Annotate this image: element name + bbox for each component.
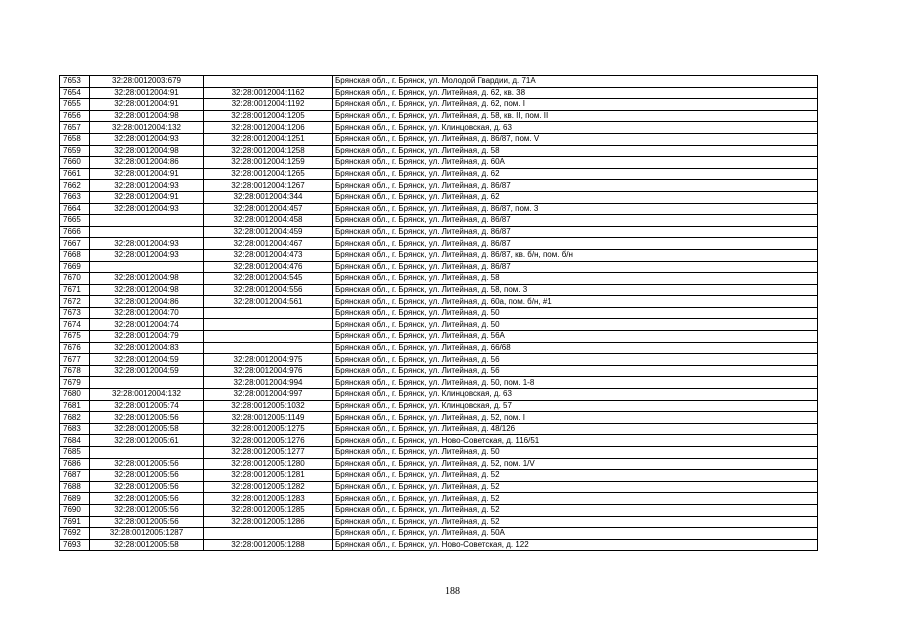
object-cadastral-cell: 32:28:0012005:1283 <box>204 493 333 505</box>
row-number-cell: 7657 <box>60 122 90 134</box>
row-number-cell: 7659 <box>60 145 90 157</box>
address-cell: Брянская обл., г. Брянск, ул. Литейная, д. 86/87, кв. б/н, пом. б/н <box>333 249 818 261</box>
object-cadastral-cell: 32:28:0012004:1258 <box>204 145 333 157</box>
object-cadastral-cell <box>204 307 333 319</box>
address-cell: Брянская обл., г. Брянск, ул. Литейная, д. 56А <box>333 331 818 343</box>
parcel-cadastral-cell: 32:28:0012004:91 <box>90 99 204 111</box>
table-row <box>60 458 818 470</box>
address-cell: Брянская обл., г. Брянск, ул. Литейная, д. 60а, пом. б/н, #1 <box>333 296 818 308</box>
row-number-cell: 7689 <box>60 493 90 505</box>
object-cadastral-cell <box>204 319 333 331</box>
parcel-cadastral-cell: 32:28:0012004:86 <box>90 296 204 308</box>
row-number-cell: 7684 <box>60 435 90 447</box>
row-number-cell: 7676 <box>60 342 90 354</box>
object-cadastral-cell: 32:28:0012004:1251 <box>204 133 333 145</box>
object-cadastral-cell: 32:28:0012004:457 <box>204 203 333 215</box>
table-row <box>60 307 818 319</box>
address-cell: Брянская обл., г. Брянск, ул. Молодой Гвардии, д. 71А <box>333 76 818 88</box>
address-cell: Брянская обл., г. Брянск, ул. Литейная, д. 50 <box>333 319 818 331</box>
row-number-cell: 7677 <box>60 354 90 366</box>
table-row <box>60 516 818 528</box>
row-number-cell: 7693 <box>60 539 90 551</box>
parcel-cadastral-cell: 32:28:0012004:91 <box>90 87 204 99</box>
parcel-cadastral-cell: 32:28:0012004:132 <box>90 122 204 134</box>
parcel-cadastral-cell: 32:28:0012005:56 <box>90 493 204 505</box>
object-cadastral-cell: 32:28:0012004:476 <box>204 261 333 273</box>
address-cell: Брянская обл., г. Брянск, ул. Литейная, д. 50, пом. 1-8 <box>333 377 818 389</box>
address-cell: Брянская обл., г. Брянск, ул. Литейная, д. 48/126 <box>333 423 818 435</box>
table-row <box>60 504 818 516</box>
object-cadastral-cell: 32:28:0012005:1286 <box>204 516 333 528</box>
table-row <box>60 133 818 145</box>
table-row <box>60 389 818 401</box>
parcel-cadastral-cell: 32:28:0012004:91 <box>90 168 204 180</box>
address-cell: Брянская обл., г. Брянск, ул. Литейная, д. 62 <box>333 191 818 203</box>
address-cell: Брянская обл., г. Брянск, ул. Литейная, д. 52 <box>333 493 818 505</box>
row-number-cell: 7662 <box>60 180 90 192</box>
row-number-cell: 7692 <box>60 528 90 540</box>
object-cadastral-cell: 32:28:0012005:1281 <box>204 470 333 482</box>
table-row <box>60 87 818 99</box>
address-cell: Брянская обл., г. Брянск, ул. Литейная, д. 86/87 <box>333 180 818 192</box>
parcel-cadastral-cell: 32:28:0012005:56 <box>90 504 204 516</box>
page-number: 188 <box>445 586 460 597</box>
table-row <box>60 180 818 192</box>
row-number-cell: 7682 <box>60 412 90 424</box>
parcel-cadastral-cell: 32:28:0012004:59 <box>90 365 204 377</box>
parcel-cadastral-cell: 32:28:0012005:58 <box>90 539 204 551</box>
row-number-cell: 7653 <box>60 76 90 88</box>
table-row <box>60 400 818 412</box>
parcel-cadastral-cell: 32:28:0012005:56 <box>90 470 204 482</box>
parcel-cadastral-cell: 32:28:0012004:59 <box>90 354 204 366</box>
object-cadastral-cell: 32:28:0012004:467 <box>204 238 333 250</box>
table-row <box>60 470 818 482</box>
parcel-cadastral-cell: 32:28:0012005:61 <box>90 435 204 447</box>
parcel-cadastral-cell: 32:28:0012004:93 <box>90 203 204 215</box>
parcel-cadastral-cell: 32:28:0012004:98 <box>90 145 204 157</box>
row-number-cell: 7678 <box>60 365 90 377</box>
row-number-cell: 7681 <box>60 400 90 412</box>
address-cell: Брянская обл., г. Брянск, ул. Литейная, д. 56 <box>333 365 818 377</box>
object-cadastral-cell: 32:28:0012004:975 <box>204 354 333 366</box>
address-cell: Брянская обл., г. Брянск, ул. Клинцовская, д. 63 <box>333 122 818 134</box>
row-number-cell: 7654 <box>60 87 90 99</box>
table-row <box>60 145 818 157</box>
parcel-cadastral-cell: 32:28:0012004:70 <box>90 307 204 319</box>
row-number-cell: 7674 <box>60 319 90 331</box>
table-row <box>60 528 818 540</box>
row-number-cell: 7667 <box>60 238 90 250</box>
address-cell: Брянская обл., г. Брянск, ул. Клинцовская, д. 63 <box>333 389 818 401</box>
address-cell: Брянская обл., г. Брянск, ул. Литейная, д. 58, пом. 3 <box>333 284 818 296</box>
parcel-cadastral-cell <box>90 215 204 227</box>
row-number-cell: 7664 <box>60 203 90 215</box>
table-row <box>60 203 818 215</box>
table-row <box>60 238 818 250</box>
row-number-cell: 7655 <box>60 99 90 111</box>
object-cadastral-cell: 32:28:0012004:556 <box>204 284 333 296</box>
parcel-cadastral-cell: 32:28:0012004:98 <box>90 284 204 296</box>
row-number-cell: 7656 <box>60 110 90 122</box>
address-cell: Брянская обл., г. Брянск, ул. Литейная, д. 86/87, пом. 3 <box>333 203 818 215</box>
table-row <box>60 215 818 227</box>
row-number-cell: 7680 <box>60 389 90 401</box>
row-number-cell: 7670 <box>60 273 90 285</box>
row-number-cell: 7688 <box>60 481 90 493</box>
parcel-cadastral-cell <box>90 226 204 238</box>
parcel-cadastral-cell: 32:28:0012004:74 <box>90 319 204 331</box>
parcel-cadastral-cell: 32:28:0012004:98 <box>90 110 204 122</box>
object-cadastral-cell: 32:28:0012004:344 <box>204 191 333 203</box>
parcel-cadastral-cell <box>90 447 204 459</box>
address-cell: Брянская обл., г. Брянск, ул. Литейная, д. 86/87, пом. V <box>333 133 818 145</box>
row-number-cell: 7666 <box>60 226 90 238</box>
address-cell: Брянская обл., г. Брянск, ул. Литейная, д. 52 <box>333 516 818 528</box>
object-cadastral-cell: 32:28:0012004:976 <box>204 365 333 377</box>
table-row <box>60 261 818 273</box>
address-cell: Брянская обл., г. Брянск, ул. Литейная, д. 50 <box>333 307 818 319</box>
object-cadastral-cell <box>204 342 333 354</box>
parcel-cadastral-cell: 32:28:0012003:679 <box>90 76 204 88</box>
parcel-cadastral-cell: 32:28:0012004:93 <box>90 238 204 250</box>
parcel-cadastral-cell: 32:28:0012004:93 <box>90 133 204 145</box>
row-number-cell: 7658 <box>60 133 90 145</box>
address-cell: Брянская обл., г. Брянск, ул. Литейная, д. 52 <box>333 481 818 493</box>
parcel-cadastral-cell: 32:28:0012005:1287 <box>90 528 204 540</box>
table-row <box>60 99 818 111</box>
table-row <box>60 296 818 308</box>
parcel-cadastral-cell: 32:28:0012004:93 <box>90 249 204 261</box>
parcel-cadastral-cell: 32:28:0012005:74 <box>90 400 204 412</box>
table-row <box>60 76 818 88</box>
address-cell: Брянская обл., г. Брянск, ул. Литейная, д. 62, пом. I <box>333 99 818 111</box>
address-cell: Брянская обл., г. Брянск, ул. Литейная, д. 58 <box>333 145 818 157</box>
table-row <box>60 157 818 169</box>
address-cell: Брянская обл., г. Брянск, ул. Литейная, д. 58, кв. II, пом. II <box>333 110 818 122</box>
parcel-cadastral-cell: 32:28:0012005:56 <box>90 458 204 470</box>
row-number-cell: 7668 <box>60 249 90 261</box>
table-row <box>60 354 818 366</box>
parcel-cadastral-cell: 32:28:0012005:56 <box>90 516 204 528</box>
row-number-cell: 7691 <box>60 516 90 528</box>
row-number-cell: 7671 <box>60 284 90 296</box>
row-number-cell: 7679 <box>60 377 90 389</box>
table-row <box>60 284 818 296</box>
parcel-cadastral-cell <box>90 261 204 273</box>
object-cadastral-cell: 32:28:0012004:1205 <box>204 110 333 122</box>
table-row <box>60 226 818 238</box>
address-cell: Брянская обл., г. Брянск, ул. Литейная, д. 50 <box>333 447 818 459</box>
table-row <box>60 273 818 285</box>
table-row <box>60 493 818 505</box>
address-cell: Брянская обл., г. Брянск, ул. Литейная, д. 52, пом. 1/V <box>333 458 818 470</box>
address-cell: Брянская обл., г. Брянск, ул. Ново-Советская, д. 122 <box>333 539 818 551</box>
object-cadastral-cell: 32:28:0012004:1206 <box>204 122 333 134</box>
object-cadastral-cell: 32:28:0012004:545 <box>204 273 333 285</box>
address-cell: Брянская обл., г. Брянск, ул. Литейная, д. 58 <box>333 273 818 285</box>
parcel-cadastral-cell: 32:28:0012004:93 <box>90 180 204 192</box>
table-row <box>60 110 818 122</box>
row-number-cell: 7686 <box>60 458 90 470</box>
table-row <box>60 423 818 435</box>
address-cell: Брянская обл., г. Брянск, ул. Литейная, д. 50А <box>333 528 818 540</box>
row-number-cell: 7672 <box>60 296 90 308</box>
table-row <box>60 331 818 343</box>
parcel-cadastral-cell: 32:28:0012004:91 <box>90 191 204 203</box>
parcel-cadastral-cell: 32:28:0012004:98 <box>90 273 204 285</box>
table-row <box>60 412 818 424</box>
object-cadastral-cell: 32:28:0012004:458 <box>204 215 333 227</box>
row-number-cell: 7687 <box>60 470 90 482</box>
parcel-cadastral-cell <box>90 377 204 389</box>
object-cadastral-cell <box>204 528 333 540</box>
row-number-cell: 7663 <box>60 191 90 203</box>
address-cell: Брянская обл., г. Брянск, ул. Литейная, д. 56 <box>333 354 818 366</box>
table-row <box>60 342 818 354</box>
table-row <box>60 377 818 389</box>
table-row <box>60 249 818 261</box>
row-number-cell: 7685 <box>60 447 90 459</box>
address-cell: Брянская обл., г. Брянск, ул. Литейная, д. 52 <box>333 470 818 482</box>
object-cadastral-cell: 32:28:0012005:1032 <box>204 400 333 412</box>
parcel-cadastral-cell: 32:28:0012004:132 <box>90 389 204 401</box>
address-cell: Брянская обл., г. Брянск, ул. Литейная, д. 62, кв. 38 <box>333 87 818 99</box>
address-cell: Брянская обл., г. Брянск, ул. Литейная, д. 52, пом. I <box>333 412 818 424</box>
object-cadastral-cell: 32:28:0012005:1149 <box>204 412 333 424</box>
table-row <box>60 191 818 203</box>
row-number-cell: 7669 <box>60 261 90 273</box>
parcel-cadastral-cell: 32:28:0012005:58 <box>90 423 204 435</box>
address-cell: Брянская обл., г. Брянск, ул. Литейная, д. 52 <box>333 504 818 516</box>
table-row <box>60 435 818 447</box>
row-number-cell: 7690 <box>60 504 90 516</box>
address-cell: Брянская обл., г. Брянск, ул. Литейная, д. 62 <box>333 168 818 180</box>
object-cadastral-cell: 32:28:0012004:473 <box>204 249 333 261</box>
table-row <box>60 481 818 493</box>
address-cell: Брянская обл., г. Брянск, ул. Литейная, д. 86/87 <box>333 238 818 250</box>
row-number-cell: 7675 <box>60 331 90 343</box>
parcel-cadastral-cell: 32:28:0012004:86 <box>90 157 204 169</box>
object-cadastral-cell: 32:28:0012004:561 <box>204 296 333 308</box>
table-row <box>60 539 818 551</box>
object-cadastral-cell: 32:28:0012004:459 <box>204 226 333 238</box>
object-cadastral-cell: 32:28:0012005:1276 <box>204 435 333 447</box>
table-body <box>60 76 818 551</box>
address-cell: Брянская обл., г. Брянск, ул. Литейная, д. 86/87 <box>333 226 818 238</box>
parcel-cadastral-cell: 32:28:0012005:56 <box>90 412 204 424</box>
table-row <box>60 365 818 377</box>
address-cell: Брянская обл., г. Брянск, ул. Литейная, д. 86/87 <box>333 261 818 273</box>
row-number-cell: 7661 <box>60 168 90 180</box>
object-cadastral-cell: 32:28:0012005:1280 <box>204 458 333 470</box>
table-row <box>60 122 818 134</box>
row-number-cell: 7683 <box>60 423 90 435</box>
address-cell: Брянская обл., г. Брянск, ул. Ново-Советская, д. 116/51 <box>333 435 818 447</box>
object-cadastral-cell <box>204 76 333 88</box>
address-cell: Брянская обл., г. Брянск, ул. Литейная, д. 60А <box>333 157 818 169</box>
parcel-cadastral-cell: 32:28:0012005:56 <box>90 481 204 493</box>
row-number-cell: 7673 <box>60 307 90 319</box>
parcel-cadastral-cell: 32:28:0012004:83 <box>90 342 204 354</box>
object-cadastral-cell: 32:28:0012004:1265 <box>204 168 333 180</box>
property-registry-table <box>59 75 818 551</box>
parcel-cadastral-cell: 32:28:0012004:79 <box>90 331 204 343</box>
object-cadastral-cell <box>204 331 333 343</box>
object-cadastral-cell: 32:28:0012004:994 <box>204 377 333 389</box>
address-cell: Брянская обл., г. Брянск, ул. Литейная, д. 66/68 <box>333 342 818 354</box>
table-row <box>60 319 818 331</box>
object-cadastral-cell: 32:28:0012004:997 <box>204 389 333 401</box>
row-number-cell: 7665 <box>60 215 90 227</box>
object-cadastral-cell: 32:28:0012004:1267 <box>204 180 333 192</box>
object-cadastral-cell: 32:28:0012004:1192 <box>204 99 333 111</box>
object-cadastral-cell: 32:28:0012005:1275 <box>204 423 333 435</box>
object-cadastral-cell: 32:28:0012005:1282 <box>204 481 333 493</box>
object-cadastral-cell: 32:28:0012005:1285 <box>204 504 333 516</box>
address-cell: Брянская обл., г. Брянск, ул. Клинцовская, д. 57 <box>333 400 818 412</box>
object-cadastral-cell: 32:28:0012004:1259 <box>204 157 333 169</box>
row-number-cell: 7660 <box>60 157 90 169</box>
object-cadastral-cell: 32:28:0012004:1162 <box>204 87 333 99</box>
table-row <box>60 168 818 180</box>
object-cadastral-cell: 32:28:0012005:1277 <box>204 447 333 459</box>
table-row <box>60 447 818 459</box>
address-cell: Брянская обл., г. Брянск, ул. Литейная, д. 86/87 <box>333 215 818 227</box>
object-cadastral-cell: 32:28:0012005:1288 <box>204 539 333 551</box>
